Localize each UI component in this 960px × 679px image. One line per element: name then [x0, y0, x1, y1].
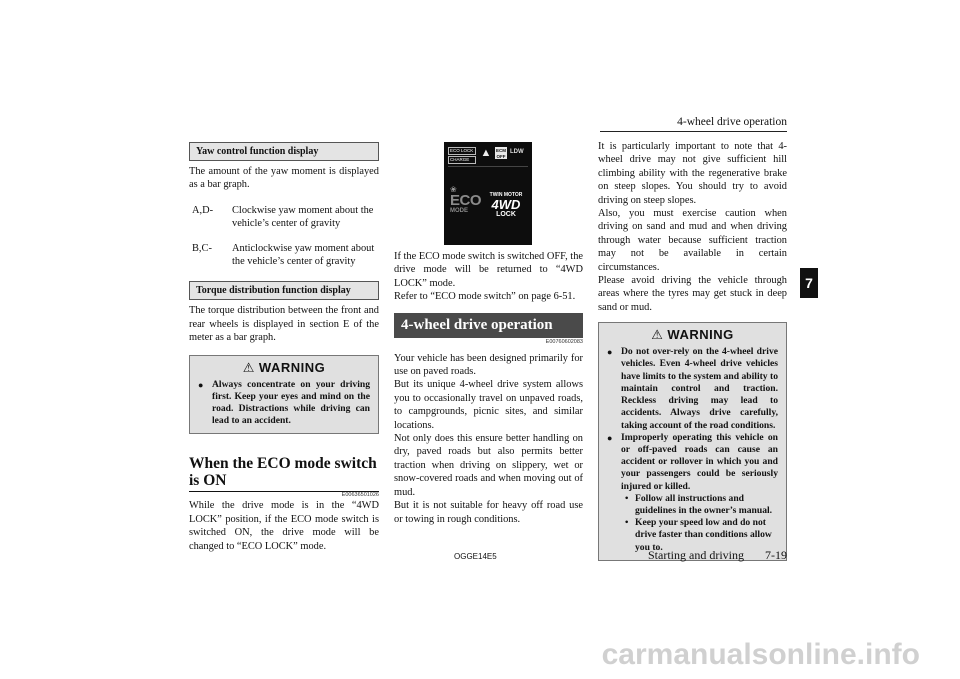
twin-motor-4wd-lock: TWIN MOTOR 4WD LOCK [489, 192, 523, 218]
section-code: E00760602083 [545, 338, 583, 345]
eco-on-code: E00636501026 [341, 492, 379, 499]
page-number: 7-19 [765, 548, 787, 562]
warning-triangle-icon: ▲ [480, 147, 492, 159]
chapter-tab [800, 268, 818, 298]
chapter-tab-number: 7 [805, 275, 813, 291]
section-heading: 4-wheel drive operation [394, 313, 583, 338]
model-code: OGGE14E5 [454, 552, 497, 561]
warning-item: ● Improperly operating this vehicle on or off-paved roads can cause an accident or rollover in which you and your passengers could be seriously injured or killed. [607, 431, 778, 492]
watermark: carmanualsonline.info [601, 638, 920, 671]
yaw-heading: Yaw control function display [189, 142, 379, 161]
chapter-title: 4-wheel drive operation [677, 116, 787, 128]
definition-value: Anticlockwise yaw moment about the vehicle’s center of gravity [232, 242, 375, 268]
warning-subitem: • Follow all instructions and guidelines in the owner’s manual. [625, 492, 773, 516]
definition-key: B,C- [192, 242, 212, 254]
warning-item: ● Do not over-rely on the 4-wheel drive vehicles. Even 4-wheel drive vehicles have limits to the system and ability to maintain control and traction. Reckless driving may lead to accidents. Always drive carefully, taking account of the road conditions. [607, 346, 778, 431]
dot-icon: • [625, 492, 629, 504]
paragraph: Your vehicle has been designed primarily for use on paved roads. [394, 352, 583, 378]
definition-key: A,D- [192, 204, 214, 216]
eco-mode-indicator: ❀ ECO MODE [450, 185, 482, 214]
warning-title: ⚠ WARNING [651, 327, 734, 343]
torque-text: The torque distribution between the front and rear wheels is displayed in section E of the meter as a bar graph. [189, 305, 379, 344]
eco-off-text: If the ECO mode switch is switched OFF, the drive mode will be returned to “4WD LOCK” mode. [394, 251, 583, 289]
warning-subitem: • Keep your speed low and do not drive faster than conditions allow you to. [625, 517, 772, 553]
ldw-indicator: LDW [510, 149, 524, 155]
leaf-icon: ❀ [450, 185, 457, 194]
warning-item: ● Always concentrate on your driving first. Keep your eyes and mind on the road. Distractions while driving can lead to an accident. [198, 378, 370, 427]
paragraph: Also, you must exercise caution when driving on sand and mud and when driving through water because sufficient traction may not be available in certain circumstances. [598, 208, 787, 273]
eco-on-heading: When the ECO mode switch is ON [189, 455, 379, 492]
running-header [600, 116, 787, 132]
warning-title: ⚠ WARNING [242, 359, 326, 375]
paragraph: Please avoid driving the vehicle through areas where the tyres may get stuck in deep sand or mud. [598, 275, 787, 313]
eco-lock-indicator: ECO LOCK CHARGE [448, 147, 476, 164]
section-body [394, 352, 583, 526]
paragraph: Not only does this ensure better handling on dry, paved roads but also permits better traction when driving on slippery, wet or snow-covered roads and when moving out of mud. [394, 433, 583, 498]
yaw-text: The amount of the yaw moment is displayed as a bar graph. [189, 166, 379, 191]
warning-box [598, 322, 787, 560]
dot-icon: • [625, 517, 629, 529]
footer-section-name: Starting and driving [648, 548, 744, 562]
yaw-definitions [189, 204, 379, 269]
middle-column [394, 142, 583, 526]
eco-on-text: While the drive mode is in the “4WD LOCK” position, if the ECO mode switch is switched ON, the drive mode will be changed to “ECO LOCK” mode. [189, 500, 379, 552]
bullet-icon: ● [198, 379, 204, 390]
paragraph: But its unique 4-wheel drive system allows you to occasionally travel on unpaved roads, to campgrounds, picnic sites, and similar locations. [394, 379, 583, 431]
torque-heading: Torque distribution function display [189, 281, 379, 300]
ecm-off-indicator: ECM OFF [496, 148, 506, 159]
bullet-icon: ● [607, 347, 613, 358]
warning-box [189, 355, 379, 435]
display-divider [448, 166, 528, 167]
definition-row [189, 242, 379, 269]
paragraph: It is particularly important to note that 4-wheel drive may not give sufficient hill climbing ability with the regenerative brake on steep slopes. You should try to avoid driving on steep slopes. [598, 141, 787, 206]
left-column [189, 142, 379, 553]
bullet-icon: ● [607, 432, 613, 443]
refer-text: Refer to “ECO mode switch” on page 6-51. [394, 291, 576, 303]
right-column [598, 140, 787, 561]
paragraph: But it is not suitable for heavy off road use or towing in rough conditions. [394, 500, 583, 525]
eco-mode-display [444, 142, 532, 245]
warning-triangle-icon: ⚠ [651, 327, 664, 343]
warning-triangle-icon: ⚠ [242, 359, 255, 375]
definition-row [189, 204, 379, 231]
definition-value: Clockwise yaw moment about the vehicle’s center of gravity [232, 204, 374, 230]
